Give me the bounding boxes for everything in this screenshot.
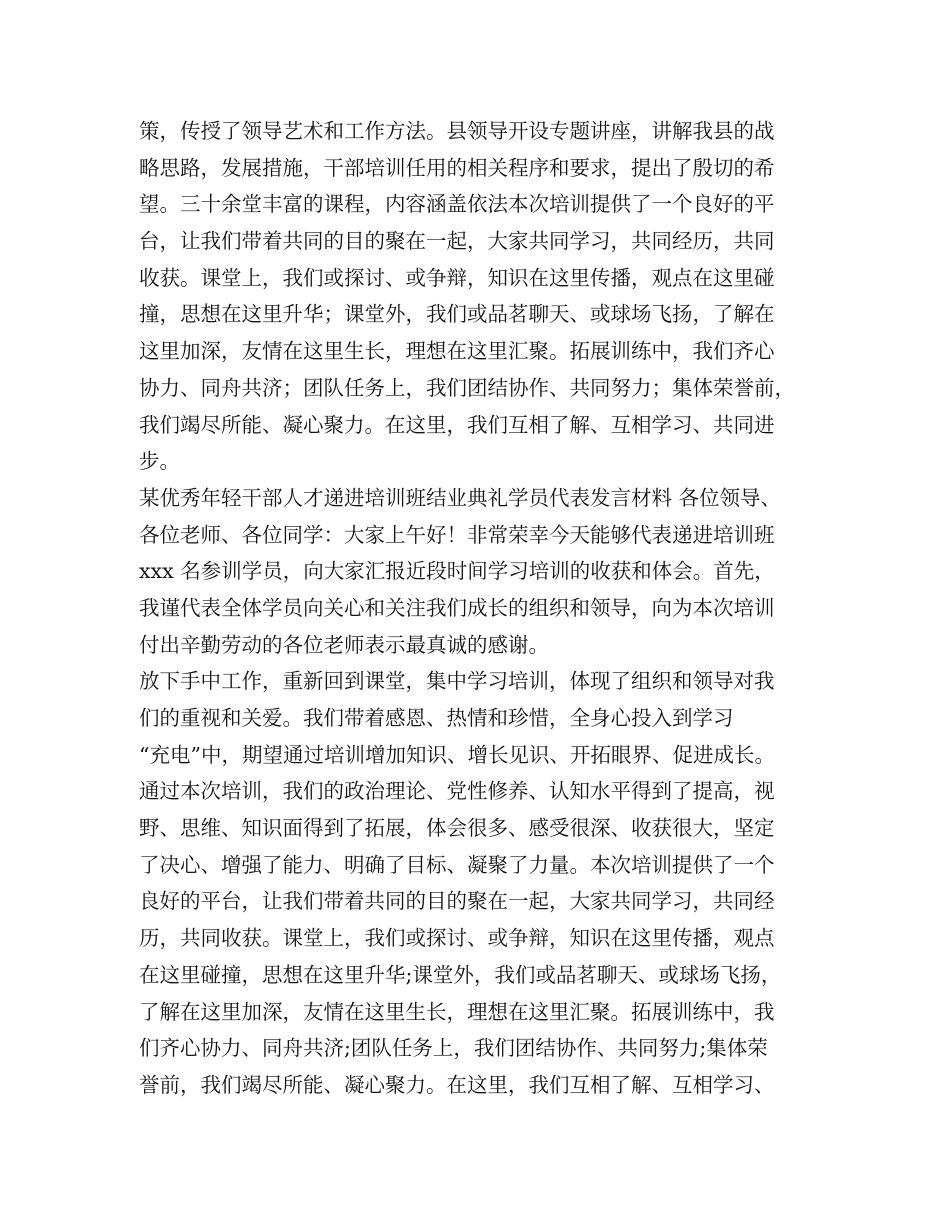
text-line: 收获。课堂上，我们或探讨、或争辩，知识在这里传播，观点在这里碰 — [139, 265, 775, 290]
text-line: 某优秀年轻干部人才递进培训班结业典礼学员代表发言材料 各位领导、 — [139, 485, 782, 510]
text-line: 我们竭尽所能、凝心聚力。在这里，我们互相了解、互相学习、共同进 — [139, 412, 775, 437]
text-line: 们的重视和关爱。我们带着感恩、热情和珍惜，全身心投入到学习 — [139, 706, 734, 730]
text-line: 野、思维、知识面得到了拓展，体会很多、感受很深、收获很大，坚定 — [139, 816, 775, 841]
text-line: 我谨代表全体学员向关心和关注我们成长的组织和领导，向为本次培训 — [139, 595, 775, 620]
text-line: 台，让我们带着共同的目的聚在一起，大家共同学习，共同经历，共同 — [139, 229, 775, 254]
text-line: 各位老师、各位同学：大家上午好！非常荣幸今天能够代表递进培训班 — [139, 522, 775, 547]
text-line: 们齐心协力、同舟共济;团队任务上，我们团结协作、共同努力;集体荣 — [139, 1036, 768, 1061]
text-line: 放下手中工作，重新回到课堂，集中学习培训，体现了组织和领导对我 — [139, 669, 775, 694]
text-line: 在这里碰撞，思想在这里升华;课堂外，我们或品茗聊天、或球场飞扬， — [139, 962, 782, 987]
text-line: 了决心、增强了能力、明确了目标、凝聚了力量。本次培训提供了一个 — [139, 852, 775, 877]
text-line: 这里加深，友情在这里生长，理想在这里汇聚。拓展训练中，我们齐心 — [139, 339, 775, 364]
text-line: 协力、同舟共济；团队任务上，我们团结协作、共同努力；集体荣誉前， — [139, 375, 795, 400]
text-line: 望。三十余堂丰富的课程，内容涵盖依法本次培训提供了一个良好的平 — [139, 192, 775, 217]
body-text — [139, 113, 829, 1104]
text-line: 历，共同收获。课堂上，我们或探讨、或争辩，知识在这里传播，观点 — [139, 926, 775, 951]
text-line: 步。 — [139, 449, 180, 474]
text-line: xxx 名参训学员，向大家汇报近段时间学习培训的收获和体会。首先， — [139, 559, 775, 584]
text-line: 策，传授了领导艺术和工作方法。县领导开设专题讲座，讲解我县的战 — [139, 119, 775, 143]
text-line: 誉前，我们竭尽所能、凝心聚力。在这里，我们互相了解、互相学习、 — [139, 1072, 775, 1097]
text-line: 良好的平台，让我们带着共同的目的聚在一起，大家共同学习，共同经 — [139, 889, 775, 914]
text-line: 略思路，发展措施，干部培训任用的相关程序和要求，提出了殷切的希 — [139, 155, 775, 180]
text-line: 了解在这里加深，友情在这里生长，理想在这里汇聚。拓展训练中，我 — [139, 999, 775, 1024]
text-line: 通过本次培训，我们的政治理论、党性修养、认知水平得到了提高，视 — [139, 779, 775, 804]
text-line: 撞，思想在这里升华；课堂外，我们或品茗聊天、或球场飞扬，了解在 — [139, 302, 775, 327]
text-line: “充电”中，期望通过培训增加知识、增长见识、开拓眼界、促进成长。 — [139, 742, 775, 767]
text-line: 付出辛勤劳动的各位老师表示最真诚的感谢。 — [139, 632, 549, 657]
